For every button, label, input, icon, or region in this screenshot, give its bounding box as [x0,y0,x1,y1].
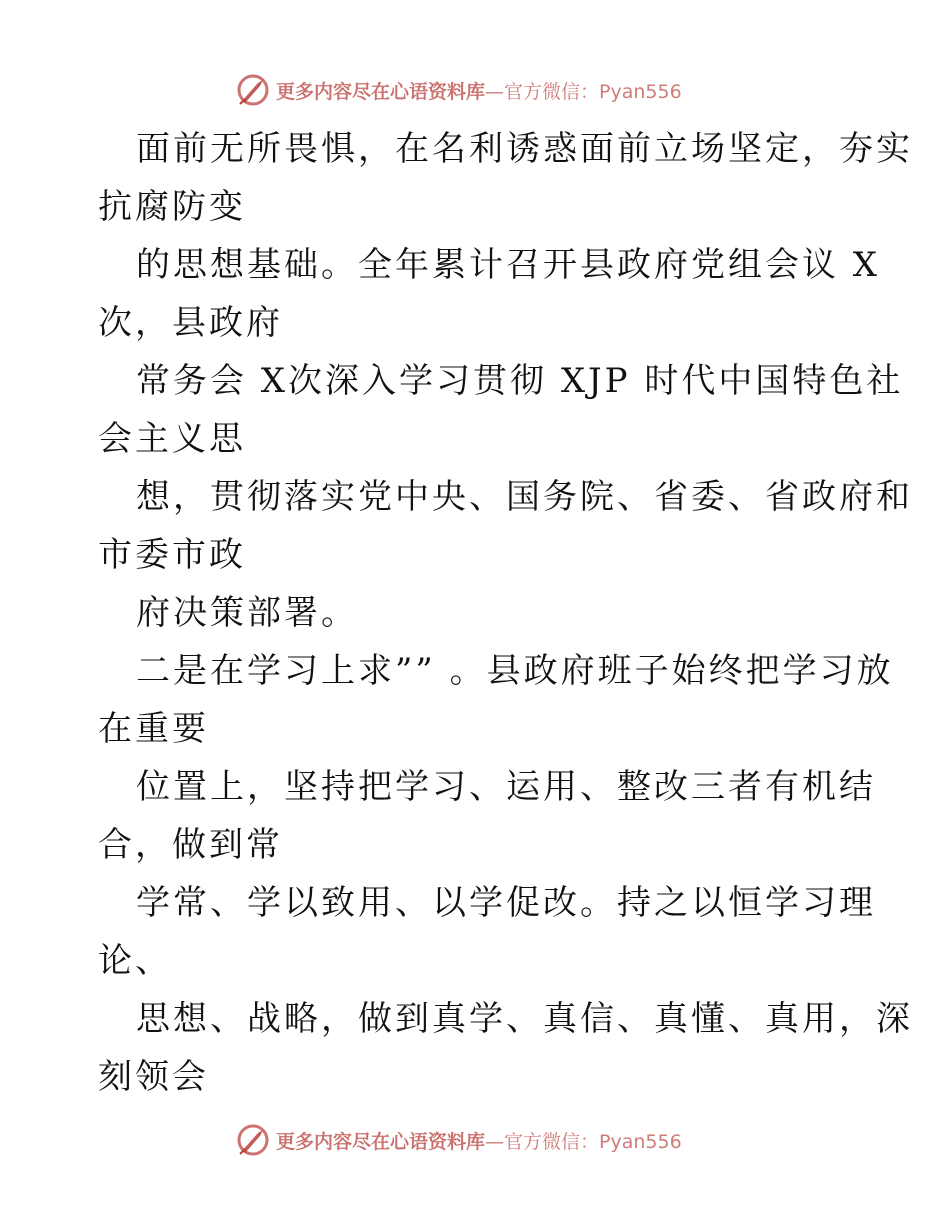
text-line: 合，做到常 [98,825,283,865]
text-line: 次，县政府 [98,303,283,343]
text-line: 面前无所畏惧，在名利诱惑面前立场坚定，夯实 [136,129,913,169]
text-line: 抗腐防变 [98,187,246,227]
quill-logo-icon [236,73,270,107]
watermark-brand: 更多内容尽在心语资料库 [276,1130,486,1153]
text-line: 二是在学习上求”” 。县政府班子始终把学习放 [136,651,894,691]
text-line: 刻领会 [98,1057,209,1097]
text-line: 会主义思 [98,419,246,459]
watermark-dash: — [485,80,505,103]
quill-logo-icon [236,1123,270,1157]
text-line: 思想、战略，做到真学、真信、真懂、真用，深 [136,999,913,1039]
watermark-wechat: 官方微信：Pyan556 [504,1130,682,1153]
text-line: 在重要 [98,709,209,749]
body-text [98,120,913,1106]
text-line: 常务会 X次深入学习贯彻 XJP 时代中国特色社 [136,361,904,401]
header-watermark [236,72,682,108]
watermark-wechat: 官方微信：Pyan556 [504,80,682,103]
watermark-brand: 更多内容尽在心语资料库 [276,80,486,103]
text-line: 府决策部署。 [136,593,358,633]
text-line: 想，贯彻落实党中央、国务院、省委、省政府和 [136,477,913,517]
text-line: 学常、学以致用、以学促改。持之以恒学习理 [136,883,876,923]
watermark-dash: — [485,1130,505,1153]
text-line: 的思想基础。全年累计召开县政府党组会议 X [136,245,881,285]
text-line: 市委市政 [98,535,246,575]
text-line: 位置上，坚持把学习、运用、整改三者有机结 [136,767,876,807]
footer-watermark [236,1122,682,1158]
text-line: 论、 [98,941,172,981]
